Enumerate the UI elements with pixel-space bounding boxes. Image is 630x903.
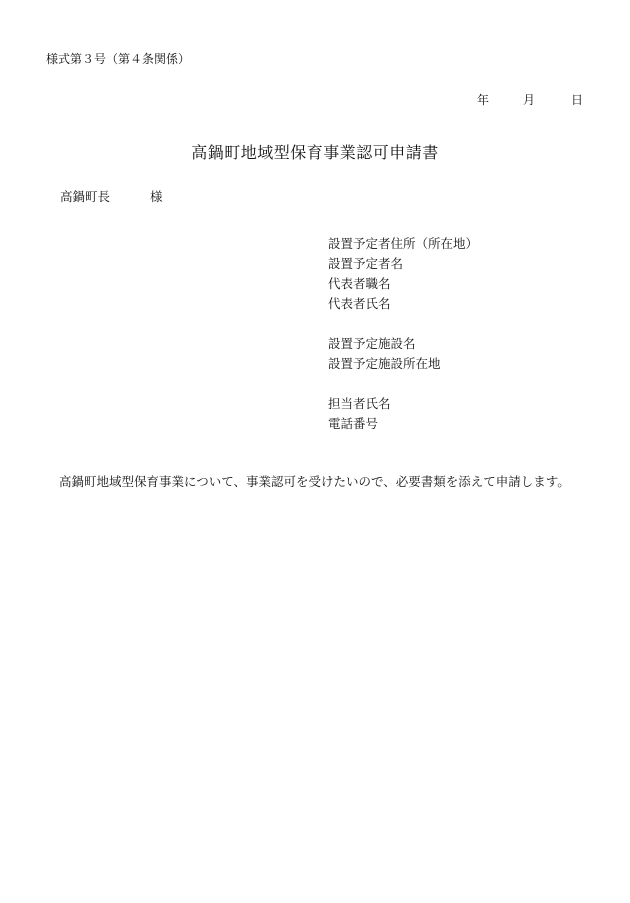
field-contact-person: 担当者氏名 — [328, 396, 391, 411]
field-representative-title: 代表者職名 — [328, 276, 391, 291]
date-month-label: 月 — [523, 93, 536, 107]
field-applicant-address: 設置予定者住所（所在地） — [328, 236, 479, 251]
field-applicant-name: 設置予定者名 — [328, 256, 404, 271]
field-phone-number: 電話番号 — [328, 416, 379, 431]
addressee-honorific: 様 — [150, 189, 163, 204]
form-number: 様式第３号（第４条関係） — [46, 52, 191, 66]
date-year-label: 年 — [477, 93, 490, 107]
field-spacer — [328, 374, 478, 394]
field-spacer — [328, 314, 478, 334]
field-facility-name: 設置予定施設名 — [328, 336, 416, 351]
addressee-name: 高鍋町長 — [60, 189, 111, 204]
date-day-label: 日 — [571, 93, 584, 107]
field-representative-name: 代表者氏名 — [328, 296, 391, 311]
field-facility-location: 設置予定施設所在地 — [328, 356, 441, 371]
application-statement: 高鍋町地域型保育事業について、事業認可を受けたいので、必要書類を添えて申請します。 — [59, 474, 570, 489]
applicant-fields — [328, 234, 478, 434]
document-title: 高鍋町地域型保育事業認可申請書 — [191, 143, 439, 162]
